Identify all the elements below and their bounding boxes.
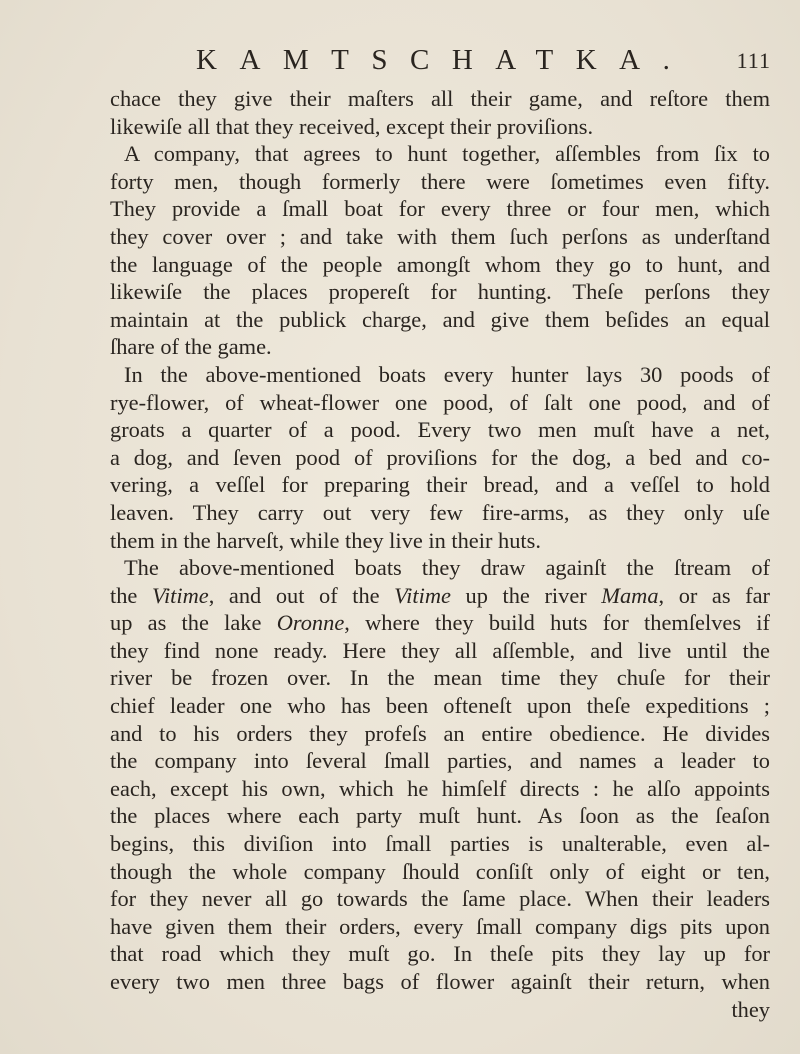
place-name: Mama: [601, 582, 659, 608]
text-fragment: up as the lake: [110, 610, 277, 636]
text-line: vering, a veſſel for preparing their bread, and a veſſel to hold: [110, 472, 770, 498]
text-line: chief leader one who has been ofteneſt upon theſe expeditions ;: [110, 693, 770, 719]
catchword: they: [731, 996, 770, 1022]
text-line: rye-flower, of wheat-flower one pood, of ſalt one pood, and of: [110, 389, 770, 415]
text-line: groats a quarter of a pood. Every two men muſt have a net,: [110, 417, 770, 443]
text-line: A company, that agrees to hunt together, aſſembles from ſix to: [124, 141, 770, 167]
place-name: Vitime: [394, 582, 451, 608]
text-line: They provide a ſmall boat for every three or four men, which: [110, 196, 770, 222]
text-line: In the above-mentioned boats every hunter lays 30 poods of: [124, 361, 770, 387]
text-line: begins, this diviſion into ſmall parties is unalterable, even al-: [110, 831, 770, 857]
text-line: each, except his own, which he himſelf directs : he alſo appoints: [110, 775, 770, 801]
text-fragment: , or as far: [658, 582, 770, 608]
running-head: [196, 40, 771, 80]
text-fragment: up the river: [450, 582, 602, 608]
place-name: Vitime: [151, 582, 209, 608]
text-fragment: , and out of the: [208, 582, 395, 608]
text-line: that road which they muſt go. In theſe pits they lay up for: [110, 941, 770, 967]
text-line: they cover over ; and take with them ſuch perſons as underſtand: [110, 223, 770, 249]
text-line: river be frozen over. In the mean time they chuſe for their: [110, 665, 770, 691]
running-title: KAMTSCHATKA.: [196, 44, 693, 76]
text-line: forty men, though formerly there were ſometimes even fifty.: [110, 168, 770, 194]
text-line: chace they give their maſters all their game, and reſtore them: [110, 86, 770, 111]
text-line: they find none ready. Here they all aſſemble, and live until the: [110, 637, 770, 663]
text-line: have given them their orders, every ſmall company digs pits upon: [110, 913, 770, 939]
text-line: though the whole company ſhould conſiſt only of eight or ten,: [110, 858, 770, 884]
text-line: The above-mentioned boats they draw againſt the ſtream of: [124, 555, 770, 581]
text-line: and to his orders they profeſs an entire obedience. He divides: [110, 720, 770, 746]
text-line: maintain at the publick charge, and give them beſides an equal: [110, 306, 770, 332]
text-fragment: , where they build huts for themſelves if: [344, 610, 770, 636]
text-line: the company into ſeveral ſmall parties, and names a leader to: [110, 748, 770, 774]
text-line: them in the harveſt, while they live in their huts.: [110, 527, 541, 553]
text-line: leaven. They carry out very few fire-arms, as they only uſe: [110, 499, 770, 525]
text-line: the language of the people amongſt whom they go to hunt, and: [110, 251, 770, 277]
text-line: for they never all go towards the ſame place. When their leaders: [110, 886, 770, 912]
text-line-with-place-name: [110, 609, 770, 637]
text-line-with-place-names: [110, 582, 770, 610]
text-line: every two men three bags of flower againſt their return, when: [110, 969, 770, 994]
text-line: likewiſe the places propereſt for hunting. Theſe perſons they: [110, 279, 770, 305]
text-line: ſhare of the game.: [110, 334, 272, 360]
text-fragment: the: [110, 582, 152, 608]
body-text: [110, 85, 770, 1023]
text-line: the places where each party muſt hunt. As ſoon as the ſeaſon: [110, 803, 770, 829]
place-name: Oronne: [276, 610, 345, 636]
page-number: 111: [736, 48, 771, 73]
text-line: a dog, and ſeven pood of proviſions for the dog, a bed and co-: [110, 444, 770, 470]
text-line: likewiſe all that they received, except their proviſions.: [110, 113, 594, 139]
